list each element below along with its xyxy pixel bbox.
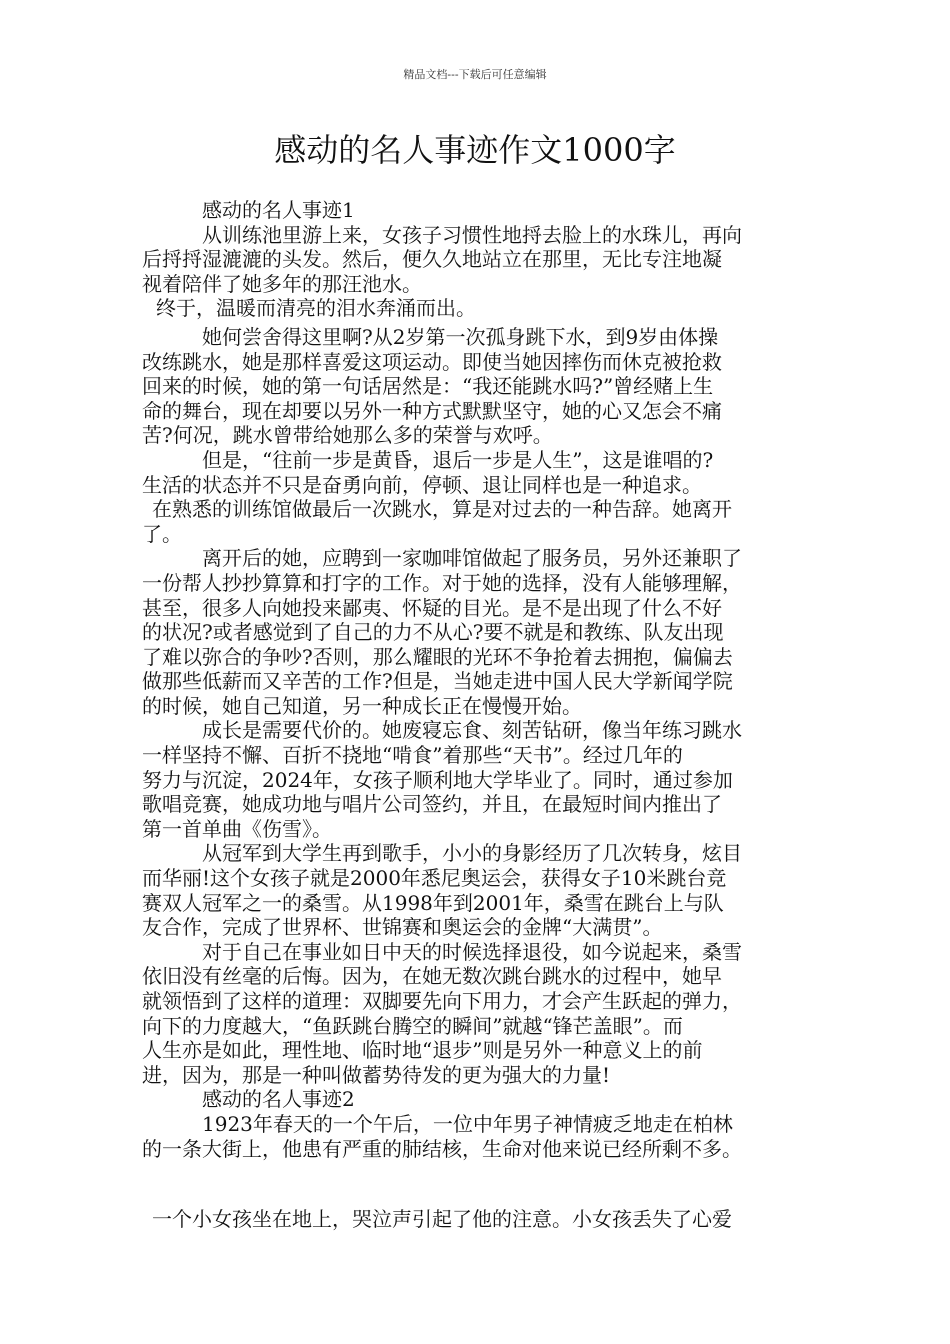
section-heading: 感动的名人事迹2 <box>202 1087 355 1112</box>
text-line: 赛双人冠军之一的桑雪。从1998年到2001年，桑雪在跳台上与队 <box>142 890 724 915</box>
text-line: 但是，“往前一步是黄昏，退后一步是人生”，这是谁唱的? <box>202 447 714 472</box>
text-line: 在熟悉的训练馆做最后一次跳水，算是对过去的一种告辞。她离开 <box>152 497 732 522</box>
text-line: 对于自己在事业如日中天的时候选择退役，如今说起来，桑雪 <box>202 939 742 964</box>
text-line: 的一条大街上，他患有严重的肺结核，生命对他来说已经所剩不多。 <box>142 1136 742 1161</box>
text-line: 就领悟到了这样的道理：双脚要先向下用力，才会产生跃起的弹力， <box>142 989 742 1013</box>
text-line: 的状况?或者感觉到了自己的力不从心?要不就是和教练、队友出现 <box>142 620 724 645</box>
text-line: 从冠军到大学生再到歌手，小小的身影经历了几次转身，炫目 <box>202 841 742 866</box>
text-line: 做那些低薪而又辛苦的工作?但是，当她走进中国人民大学新闻学院 <box>142 669 733 694</box>
text-line: 而华丽!这个女孩子就是2000年悉尼奥运会，获得女子10米跳台竞 <box>142 866 727 891</box>
text-line: 命的舞台，现在却要以另外一种方式默默坚守，她的心又怎会不痛 <box>142 398 722 423</box>
text-line: 一份帮人抄抄算算和打字的工作。对于她的选择，没有人能够理解， <box>142 570 742 595</box>
text-line: 生活的状态并不只是奋勇向前，停顿、退让同样也是一种追求。 <box>142 472 702 497</box>
text-line: 离开后的她，应聘到一家咖啡馆做起了服务员，另外还兼职了 <box>202 546 742 571</box>
text-line: 努力与沉淀，2024年，女孩子顺利地大学毕业了。同时，通过参加 <box>142 767 733 792</box>
document-body <box>142 198 808 1232</box>
text-line: 一个小女孩坐在地上，哭泣声引起了他的注意。小女孩丢失了心爱 <box>152 1207 732 1232</box>
text-line: 苦?何况，跳水曾带给她那么多的荣誉与欢呼。 <box>142 423 553 448</box>
text-line: 一样坚持不懈、百折不挠地“啃食”着那些“天书”。经过几年的 <box>142 743 683 768</box>
text-line: 友合作，完成了世界杯、世锦赛和奥运会的金牌“大满贯”。 <box>142 915 663 940</box>
text-line: 了难以弥合的争吵?否则，那么耀眼的光环不争抢着去拥抱，偏偏去 <box>142 644 733 669</box>
text-line: 甚至，很多人向她投来鄙夷、怀疑的目光。是不是出现了什么不好 <box>142 595 722 620</box>
text-line: 的时候，她自己知道，另一种成长正在慢慢开始。 <box>142 693 582 718</box>
text-line: 第一首单曲《伤雪》。 <box>142 816 332 841</box>
text-line: 她何尝舍得这里啊?从2岁第一次孤身跳下水，到9岁由体操 <box>202 324 719 349</box>
text-line: 依旧没有丝毫的后悔。因为，在她无数次跳台跳水的过程中，她早 <box>142 964 722 989</box>
document-title: 感动的名人事迹作文1000字 <box>274 131 676 169</box>
text-line: 视着陪伴了她多年的那汪池水。 <box>142 271 422 296</box>
text-line: 改练跳水，她是那样喜爱这项运动。即使当她因摔伤而休克被抢救 <box>142 349 722 374</box>
section-heading: 感动的名人事迹1 <box>202 198 355 222</box>
text-line: 1923年春天的一个午后，一位中年男子神情疲乏地走在柏林 <box>202 1111 733 1136</box>
text-line: 回来的时候，她的第一句话居然是：“我还能跳水吗?”曾经赌上生 <box>142 374 714 399</box>
text-line: 歌唱竞赛，她成功地与唱片公司签约，并且，在最短时间内推出了 <box>142 792 722 817</box>
text-line: 后捋捋湿漉漉的头发。然后，便久久地站立在那里，无比专注地凝 <box>142 247 722 272</box>
page-header: 精品文档---下载后可任意编辑 <box>403 68 547 81</box>
text-line: 终于，温暖而清亮的泪水奔涌而出。 <box>156 296 476 321</box>
text-line: 了。 <box>142 521 182 546</box>
text-line: 人生亦是如此，理性地、临时地“退步”则是另外一种意义上的前 <box>142 1038 703 1063</box>
text-line: 从训练池里游上来，女孩子习惯性地捋去脸上的水珠儿，再向 <box>202 222 742 247</box>
text-line: 向下的力度越大，“鱼跃跳台腾空的瞬间”就越“锋芒盖眼”。而 <box>142 1013 683 1038</box>
text-line: 成长是需要代价的。她废寝忘食、刻苦钻研，像当年练习跳水 <box>202 718 742 743</box>
text-line: 进，因为，那是一种叫做蓄势待发的更为强大的力量! <box>142 1062 611 1087</box>
